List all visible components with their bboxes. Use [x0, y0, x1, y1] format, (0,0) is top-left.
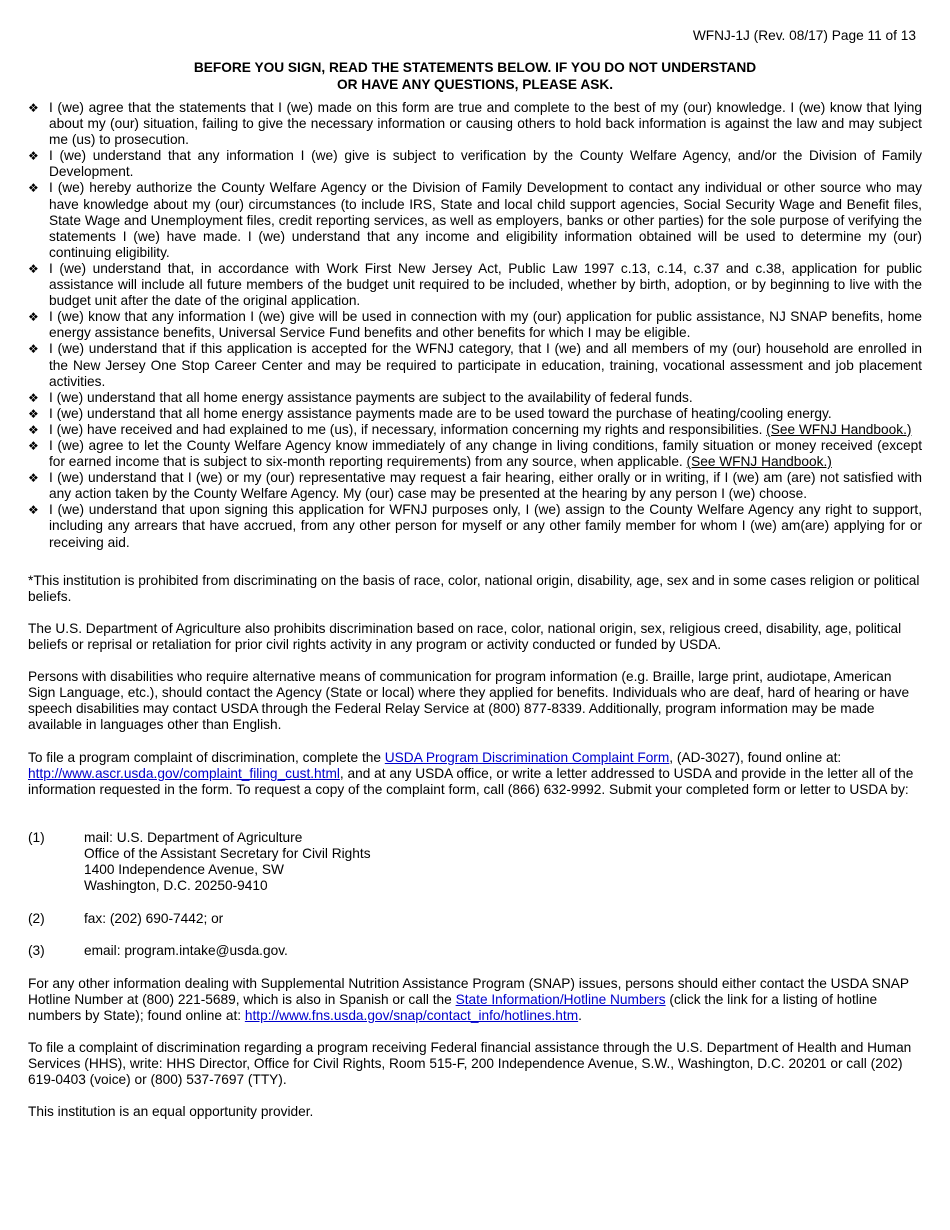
submit-method-number: (1)	[28, 830, 45, 845]
statement-item	[28, 261, 922, 309]
address-line: Office of the Assistant Secretary for Civil Rights	[84, 846, 371, 862]
usda-notice	[28, 621, 922, 653]
address-line: mail: U.S. Department of Agriculture	[84, 830, 303, 845]
statement-item	[28, 502, 922, 550]
statement-item	[28, 148, 922, 180]
disabilities-notice	[28, 669, 922, 733]
address-line: 1400 Independence Avenue, SW	[84, 862, 284, 878]
statement-text: I (we) agree to let the County Welfare Agency know immediately of any change in living conditions, family situation or money received (except for earned income that is subject to six-month reporting requirements) from any source, when applicable.	[49, 437, 922, 470]
handbook-reference: (See WFNJ Handbook.)	[766, 421, 912, 437]
bullet-diamond-icon: ❖	[28, 181, 39, 196]
institution-notice	[28, 573, 922, 605]
bullet-diamond-icon: ❖	[28, 310, 39, 325]
bullet-diamond-icon: ❖	[28, 406, 39, 421]
statements-list	[28, 100, 922, 551]
statement-item	[28, 390, 922, 406]
submit-method-fax	[28, 911, 922, 927]
statement-text: I (we) agree that the statements that I (we) made on this form are true and complete to the best of my (our) knowledge. I (we) know that lying about my (our) situation, failing to give the necessary information or causing others to hold back information is against the law and may subject me (us) to prosecution.	[49, 100, 922, 148]
statement-text: I (we) understand that I (we) or my (our) representative may request a fair hearing, either orally or in writing, if I (we) am (are) not satisfied with any action taken by the County Welfare Agency. My (our) case may be presented at the hearing by any person I (we) choose.	[49, 470, 922, 502]
complaint-notice	[28, 750, 922, 798]
institution-text: *This institution is prohibited from discriminating on the basis of race, color, national origin, disability, age, sex and in some cases religion or political beliefs.	[28, 573, 920, 605]
heading-line-2: OR HAVE ANY QUESTIONS, PLEASE ASK.	[336, 77, 614, 92]
mail-address	[84, 830, 371, 894]
submit-method-number: (3)	[28, 943, 45, 958]
instructions-heading	[28, 59, 922, 93]
disabilities-text: Persons with disabilities who require alternative means of communication for program information (e.g. Braille, large print, audiotape, American Sign Language, etc.), should contact the Agency (State or local) where they applied for benefits. Individuals who are deaf, hard of hearing or have speech disabilities may contact USDA through the Federal Relay Service at (800) 877-8339. Additionally, program information may be made available in languages other than English.	[28, 669, 910, 733]
statement-item	[28, 438, 922, 470]
form-id-header: WFNJ-1J (Rev. 08/17) Page 11 of 13	[692, 28, 916, 43]
complaint-text-mid: , (AD-3027), found online at:	[669, 750, 842, 765]
hhs-notice	[28, 1040, 922, 1088]
complaint-text-pre: To file a program complaint of discrimination, complete the	[28, 750, 385, 765]
fax-line: fax: (202) 690-7442; or	[84, 911, 224, 926]
snap-text-post: .	[578, 1008, 582, 1024]
statement-item	[28, 406, 922, 422]
statement-text: I (we) understand that if this application is accepted for the WFNJ category, that I (we) and all members of my (our) household are enrolled in the New Jersey One Stop Career Center and may be required to participate in education, training, vocational assessment and job placement activities.	[49, 341, 922, 389]
statement-item	[28, 309, 922, 341]
statement-item	[28, 470, 922, 502]
bullet-diamond-icon: ❖	[28, 101, 39, 115]
address-line: Washington, D.C. 20250-9410	[84, 878, 268, 894]
snap-text-mid: (click the link for a listing of hotline numbers by State); found online at:	[28, 992, 878, 1024]
submit-method-email	[28, 943, 922, 959]
snap-text-pre: For any other information dealing with Supplemental Nutrition Assistance Program (SNAP) issues, persons should either contact the USDA SNAP Hotline Number at (800) 221-5689, which is also in Spanish or call the	[28, 976, 909, 1008]
statement-item	[28, 341, 922, 389]
hhs-text: To file a complaint of discrimination regarding a program receiving Federal financial assistance through the U.S. Department of Health and Human Services (HHS), write: HHS Director, Office for Civil Rights, Room 515-F, 200 Independence Avenue, S.W., Washington, D.C. 20201 or call (202) 619-0403 (voice) or (800) 537-7697 (TTY).	[28, 1040, 912, 1088]
snap-notice	[28, 976, 922, 1024]
complaint-text-post: , and at any USDA office, or write a letter addressed to USDA and provide in the letter all of the information requested in the form. To request a copy of the complaint form, call (866) 632-9992. Submit your completed form or letter to USDA by:	[28, 766, 914, 798]
hotlines-url-link[interactable]: http://www.fns.usda.gov/snap/contact_info/hotlines.htm	[244, 1008, 579, 1024]
bullet-diamond-icon: ❖	[28, 342, 39, 357]
statement-text: I (we) have received and had explained to me (us), if necessary, information concerning my rights and responsibilities.	[49, 421, 767, 437]
statement-item	[28, 422, 922, 438]
hotline-numbers-link[interactable]: State Information/Hotline Numbers	[455, 992, 666, 1008]
statement-text: I (we) know that any information I (we) give will be used in connection with my (our) application for public assistance, NJ SNAP benefits, home energy assistance benefits, Universal Service Fund benefits and other benefits for which I may be eligible.	[49, 309, 922, 341]
statement-text: I (we) understand that any information I (we) give is subject to verification by the County Welfare Agency, and/or the Division of Family Development.	[49, 148, 922, 180]
statement-text: I (we) understand that, in accordance with Work First New Jersey Act, Public Law 1997 c.13, c.14, c.37 and c.38, application for public assistance will include all future members of the budget unit required to be included, whether by birth, adoption, or by beginning to live with the budget unit after the date of the original application.	[49, 260, 922, 309]
submit-method-mail	[28, 830, 922, 894]
bullet-diamond-icon: ❖	[28, 471, 39, 486]
complaint-url-link[interactable]: http://www.ascr.usda.gov/complaint_filing_cust.html	[28, 766, 340, 782]
submit-method-number: (2)	[28, 911, 45, 926]
bullet-diamond-icon: ❖	[28, 149, 39, 164]
complaint-form-link[interactable]: USDA Program Discrimination Complaint Form	[384, 750, 670, 765]
bullet-diamond-icon: ❖	[28, 261, 39, 276]
equal-opportunity-notice	[28, 1104, 922, 1120]
usda-text: The U.S. Department of Agriculture also prohibits discrimination based on race, color, national origin, sex, religious creed, disability, age, political beliefs or reprisal or retaliation for prior civil rights activity in any program or activity conducted or funded by USDA.	[28, 621, 902, 653]
handbook-reference: (See WFNJ Handbook.)	[686, 454, 832, 470]
statement-text: I (we) understand that all home energy assistance payments made are to be used toward the purchase of heating/cooling energy.	[49, 405, 832, 421]
statement-text: I (we) understand that upon signing this application for WFNJ purposes only, I (we) assign to the County Welfare Agency any right to support, including any arrears that have accrued, from any other person for myself or any other family member for whom I (we) am(are) applying for or receiving aid.	[49, 502, 922, 550]
statement-text: I (we) hereby authorize the County Welfare Agency or the Division of Family Development to contact any individual or other source who may have knowledge about my (our) circumstances (to include IRS, State and local child support agencies, Social Security Wage and Benefit files, State Wage and Unemployment files, credit reporting services, as well as employers, banks or other parties) for the sole purpose of verifying the statements I (we) have made. I (we) understand that any income and eligibility information obtained will be used to determine my (our) continuing eligibility.	[49, 180, 922, 260]
bullet-diamond-icon: ❖	[28, 390, 39, 405]
equal-opportunity-text: This institution is an equal opportunity provider.	[28, 1104, 314, 1119]
bullet-diamond-icon: ❖	[28, 422, 39, 437]
statement-item	[28, 100, 922, 148]
bullet-diamond-icon: ❖	[28, 438, 39, 453]
email-line: email: program.intake@usda.gov.	[84, 943, 288, 958]
statement-text: I (we) understand that all home energy assistance payments are subject to the availability of federal funds.	[49, 389, 693, 405]
heading-line-1: BEFORE YOU SIGN, READ THE STATEMENTS BELOW. IF YOU DO NOT UNDERSTAND	[193, 60, 757, 75]
statement-item	[28, 180, 922, 260]
bullet-diamond-icon: ❖	[28, 503, 39, 518]
